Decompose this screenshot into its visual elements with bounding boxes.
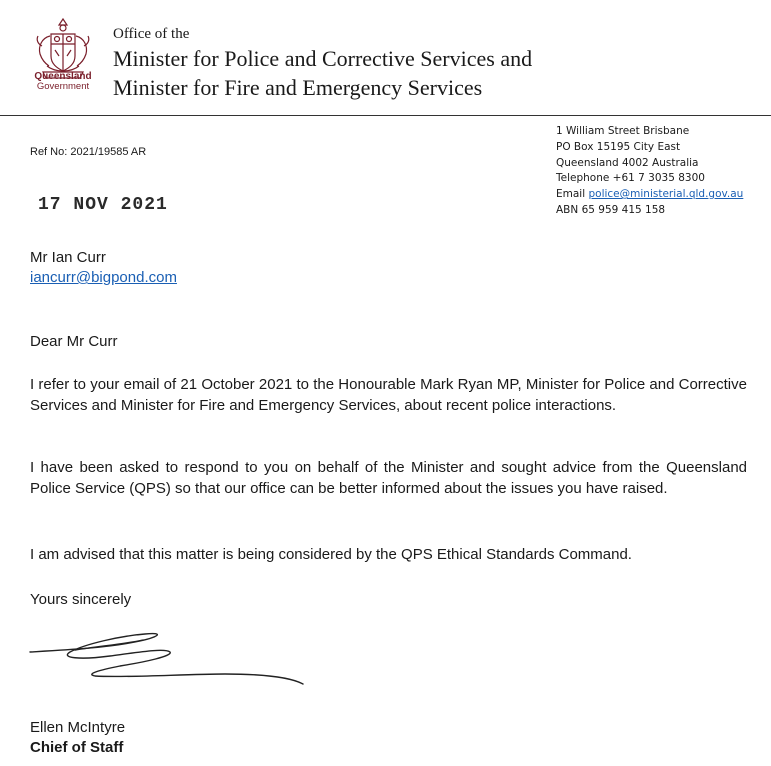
recipient-name: Mr Ian Curr xyxy=(30,249,106,266)
office-email-link[interactable]: police@ministerial.qld.gov.au xyxy=(588,188,744,201)
header-divider xyxy=(0,115,771,116)
closing: Yours sincerely xyxy=(30,591,132,608)
reference-number: Ref No: 2021/19585 AR xyxy=(30,146,147,158)
address-abn: ABN 65 959 415 158 xyxy=(556,203,666,216)
address-email-row xyxy=(556,187,743,203)
recipient-email-link[interactable]: iancurr@bigpond.com xyxy=(30,269,177,286)
minister-title-line-1: Minister for Police and Corrective Services and xyxy=(113,46,533,71)
address-line-3: Queensland 4002 Australia xyxy=(556,156,699,169)
emblem-government: Government xyxy=(36,81,90,92)
signer-title: Chief of Staff xyxy=(30,739,124,756)
body-paragraph: I have been asked to respond to you on behalf of the Minister and sought advice from the Queensland Police Service (QPS) so that our office can be better informed about the issues you have raised. xyxy=(30,459,747,497)
address-line-2: PO Box 15195 City East xyxy=(556,140,681,153)
minister-title-line-2: Minister for Fire and Emergency Services xyxy=(113,75,483,100)
body-paragraph: I am advised that this matter is being considered by the QPS Ethical Standards Command. xyxy=(30,546,632,563)
address-line-1: 1 William Street Brisbane xyxy=(556,125,690,137)
salutation: Dear Mr Curr xyxy=(30,333,118,350)
office-of-label: Office of the xyxy=(113,26,190,42)
office-address xyxy=(556,124,743,219)
body-paragraph: I refer to your email of 21 October 2021 to the Honourable Mark Ryan MP, Minister for Police and Corrective Services and Minister for Fire and Emergency Services, about recent police interactions. xyxy=(30,376,747,414)
date-stamp: 17 NOV 2021 xyxy=(38,195,168,215)
signer-name: Ellen McIntyre xyxy=(30,719,126,736)
emblem-caption xyxy=(30,72,96,92)
email-label: Email xyxy=(556,188,589,201)
signature-image xyxy=(25,622,310,697)
address-telephone: Telephone +61 7 3035 8300 xyxy=(556,172,705,185)
emblem-queensland: Queensland xyxy=(34,71,92,82)
